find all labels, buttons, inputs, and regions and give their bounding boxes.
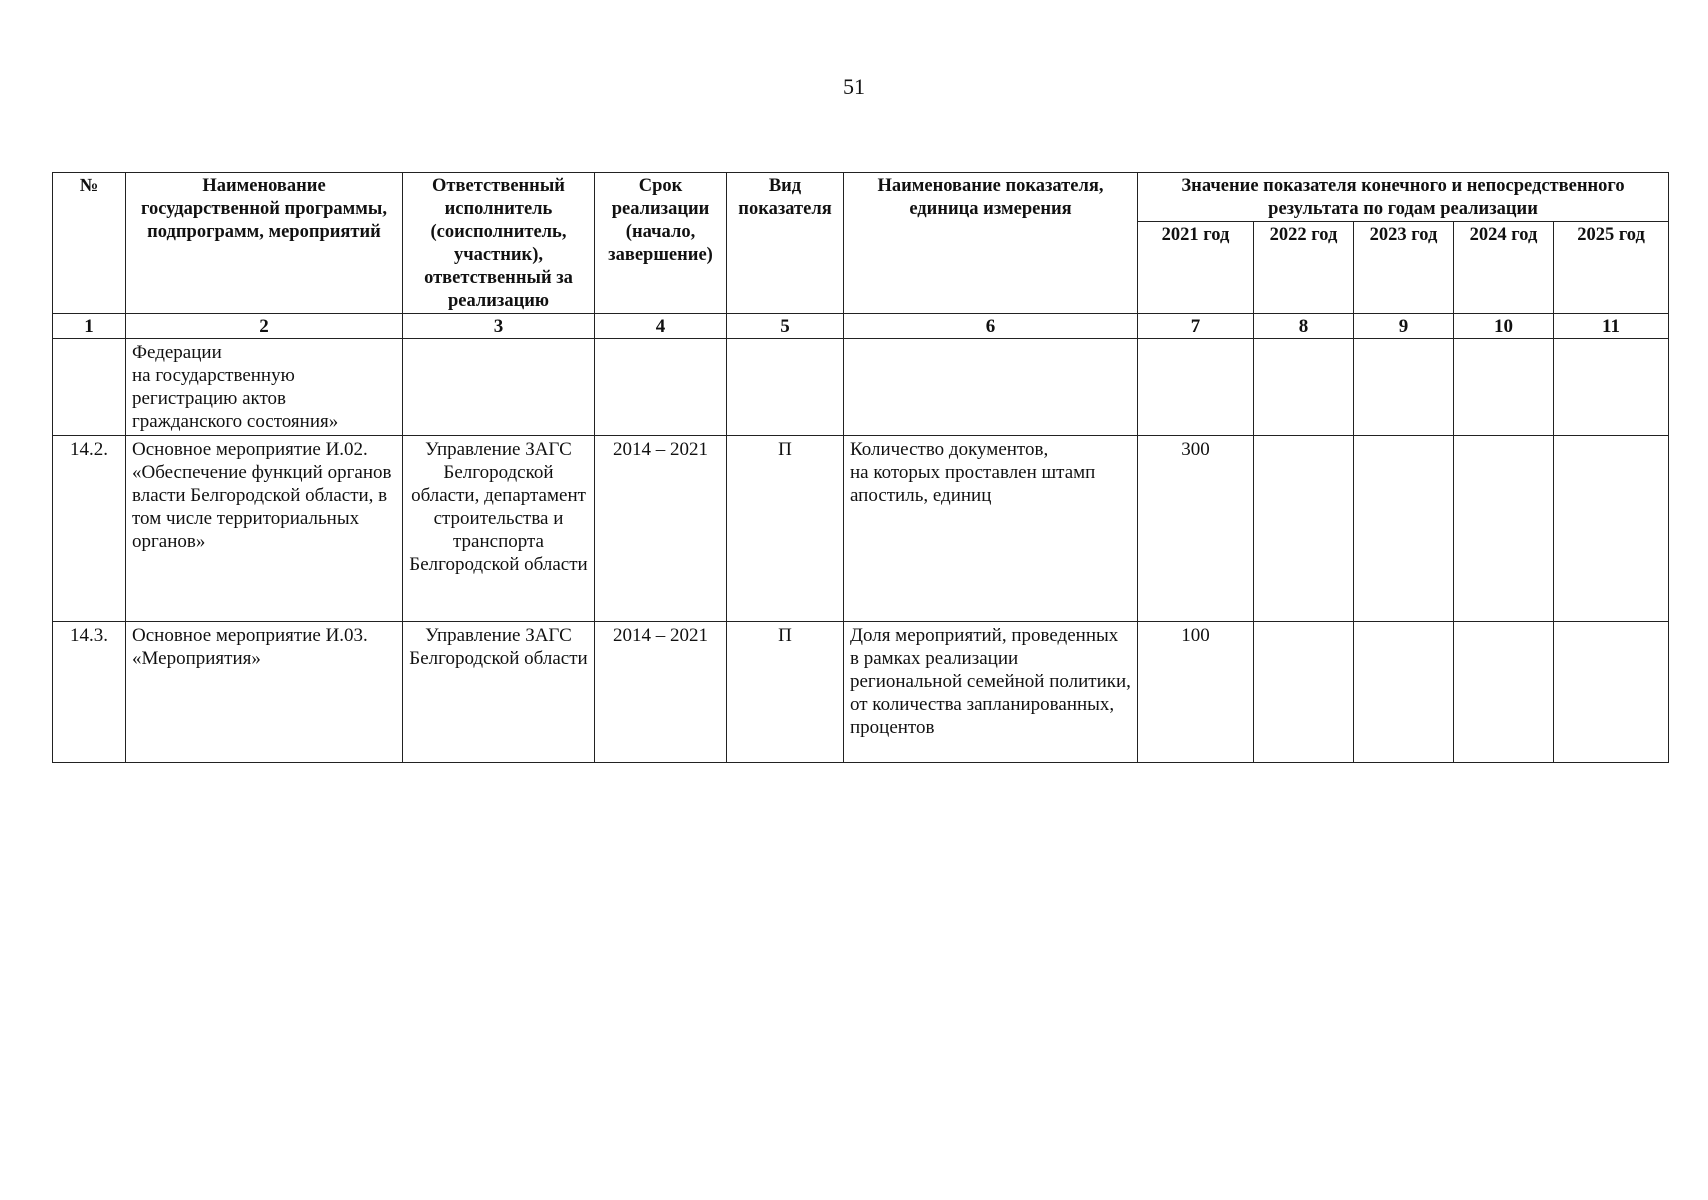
header-year-2024: 2024 год (1454, 222, 1554, 314)
row-value-2023 (1354, 622, 1454, 763)
column-number: 1 (53, 314, 126, 339)
row-indicator-name: Доля мероприятий, проведенных в рамках реализации региональной семейной политики, от количества запланированных, процентов (844, 622, 1138, 763)
row-indicator-type: П (727, 622, 844, 763)
row-value-2022 (1254, 339, 1354, 436)
column-number: 4 (595, 314, 727, 339)
header-program-name: Наименование государственной программы, подпрограмм, мероприятий (126, 173, 403, 314)
row-value-2022 (1254, 436, 1354, 622)
row-indicator-type: П (727, 436, 844, 622)
row-period: 2014 – 2021 (595, 436, 727, 622)
header-year-2025: 2025 год (1554, 222, 1669, 314)
row-value-2024 (1454, 622, 1554, 763)
row-program-name: Основное мероприятие И.02. «Обеспечение функций органов власти Белгородской области, в том числе территориальных органов» (126, 436, 403, 622)
indicator-table (52, 172, 1669, 763)
header-year-2021: 2021 год (1138, 222, 1254, 314)
header-indicator-type: Вид показателя (727, 173, 844, 314)
column-number: 2 (126, 314, 403, 339)
column-number: 11 (1554, 314, 1669, 339)
row-value-2025 (1554, 622, 1669, 763)
header-responsible: Ответственный исполнитель (соисполнитель, участник), ответственный за реализацию (403, 173, 595, 314)
row-indicator-name (844, 339, 1138, 436)
row-value-2021 (1138, 339, 1254, 436)
row-value-2023 (1354, 339, 1454, 436)
column-number: 8 (1254, 314, 1354, 339)
column-number: 3 (403, 314, 595, 339)
column-number: 7 (1138, 314, 1254, 339)
row-value-2023 (1354, 436, 1454, 622)
row-number (53, 339, 126, 436)
header-row-top (53, 173, 1669, 222)
row-responsible: Управление ЗАГС Белгородской области (403, 622, 595, 763)
row-value-2022 (1254, 622, 1354, 763)
row-number: 14.3. (53, 622, 126, 763)
header-indicator-name: Наименование показателя, единица измерения (844, 173, 1138, 314)
row-period (595, 339, 727, 436)
row-program-name: Федерации на государственную регистрацию актов гражданского состояния» (126, 339, 403, 436)
table-row (53, 339, 1669, 436)
row-value-2025 (1554, 436, 1669, 622)
header-year-2023: 2023 год (1354, 222, 1454, 314)
row-value-2025 (1554, 339, 1669, 436)
table-row (53, 436, 1669, 622)
row-period: 2014 – 2021 (595, 622, 727, 763)
column-number: 6 (844, 314, 1138, 339)
row-number: 14.2. (53, 436, 126, 622)
column-number: 9 (1354, 314, 1454, 339)
header-values-group: Значение показателя конечного и непосредственного результата по годам реализации (1138, 173, 1669, 222)
row-responsible: Управление ЗАГС Белгородской области, департамент строительства и транспорта Белгородской области (403, 436, 595, 622)
column-number: 5 (727, 314, 844, 339)
row-indicator-name: Количество документов, на которых проставлен штамп апостиль, единиц (844, 436, 1138, 622)
column-number-row (53, 314, 1669, 339)
header-no: № (53, 173, 126, 314)
header-period: Срок реализации (начало, завершение) (595, 173, 727, 314)
row-value-2024 (1454, 436, 1554, 622)
column-number: 10 (1454, 314, 1554, 339)
page-number: 51 (843, 74, 865, 99)
row-value-2021: 300 (1138, 436, 1254, 622)
row-indicator-type (727, 339, 844, 436)
indicator-table-wrapper (52, 172, 1668, 763)
table-row (53, 622, 1669, 763)
header-year-2022: 2022 год (1254, 222, 1354, 314)
row-value-2024 (1454, 339, 1554, 436)
row-responsible (403, 339, 595, 436)
row-value-2021: 100 (1138, 622, 1254, 763)
row-program-name: Основное мероприятие И.03. «Мероприятия» (126, 622, 403, 763)
